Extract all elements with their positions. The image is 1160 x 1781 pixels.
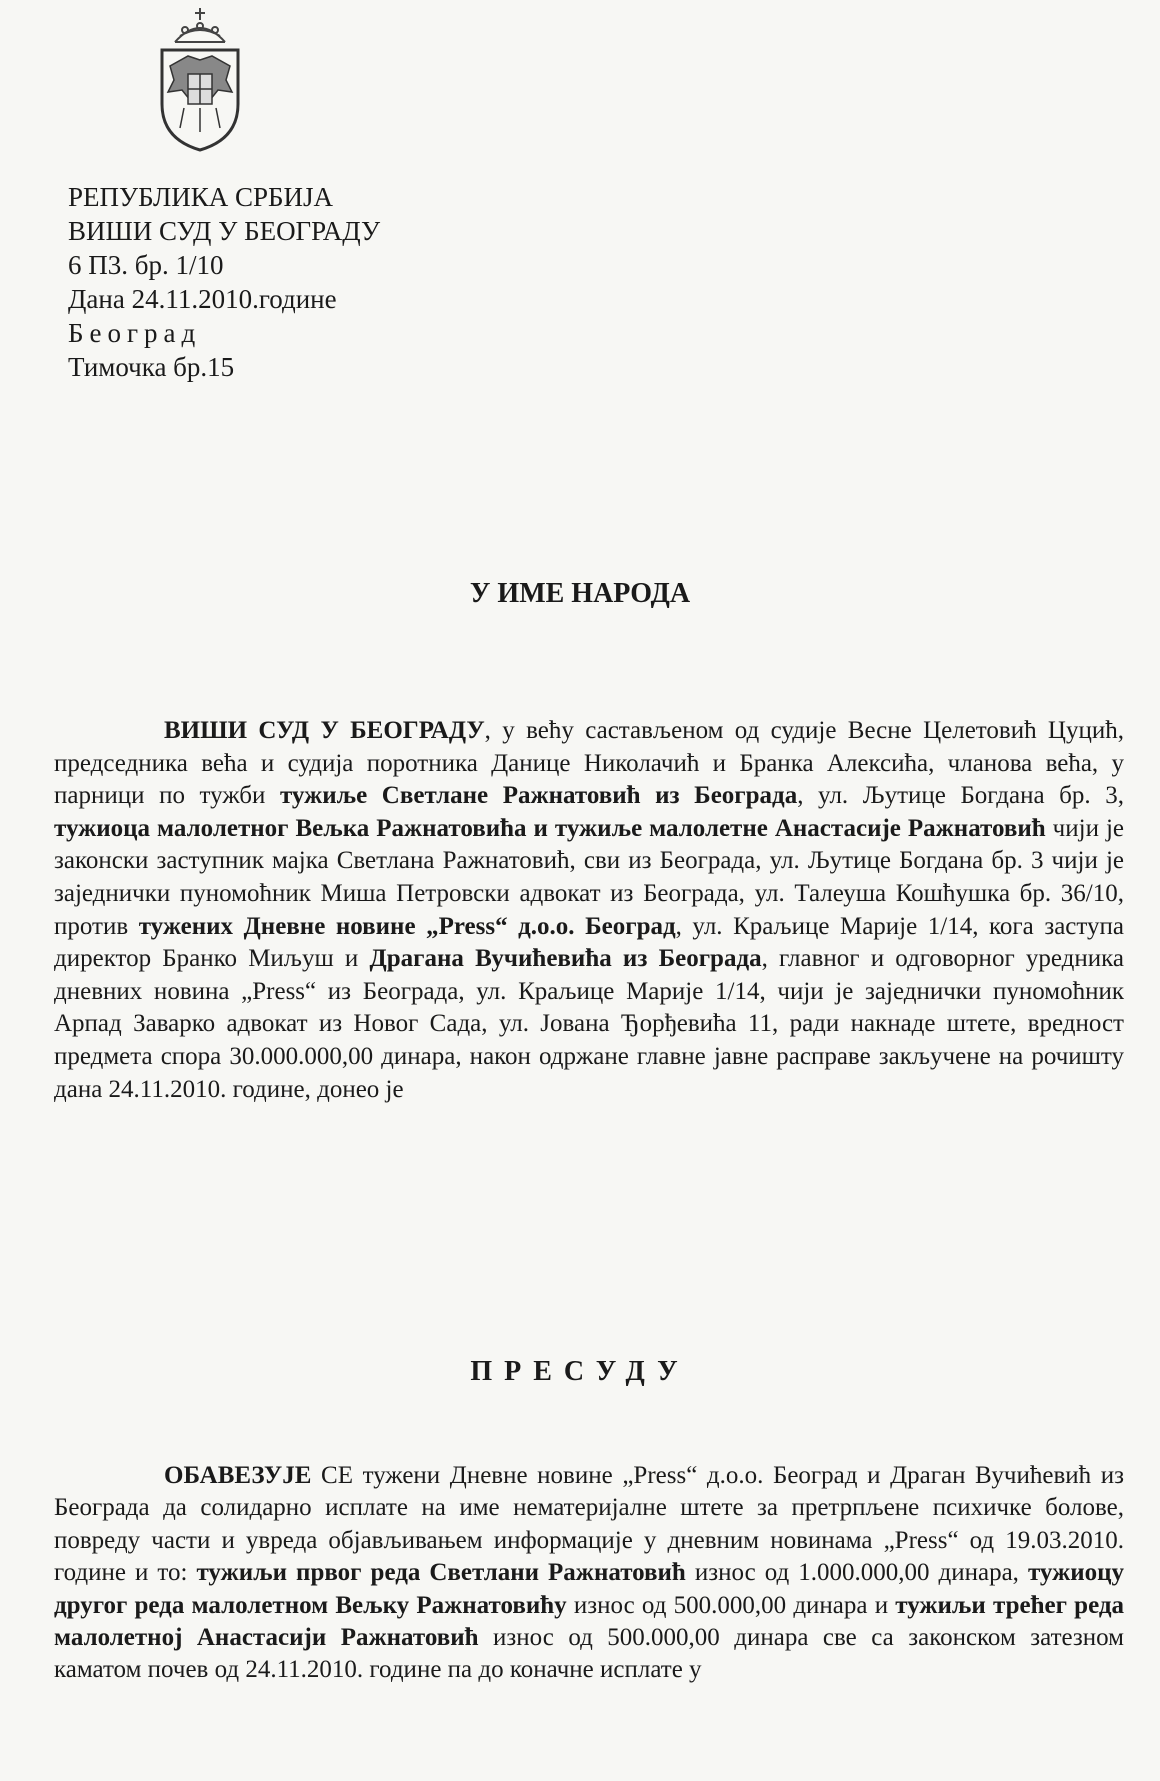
paragraph-text: чији је законски заступник мајка Светлана Ражнатовић, сви из Београда, ул. Љутице Богдана бр. 3 чији је заједнички пуномоћник Миша Петровски адвокат из Београда, ул. Талеуша Кошћушка бр. 36/10, против: [54, 814, 1124, 940]
serbian-coat-of-arms-icon: [140, 4, 260, 154]
award-plaintiff-2: тужиоцу другог реда малолетном Вељку Ражнатовићу: [54, 1559, 1125, 1619]
paragraph-text: износ од 500.000,00 динара и: [566, 1591, 896, 1619]
paragraph-ruling: [54, 1460, 1124, 1687]
court-header: [68, 180, 380, 384]
paragraph-text: , главног и одговорног уредника дневних новина „Press“ из Београда, ул. Краљице Марије 1/14, чији је заједнички пуномоћник Арпад Заварко адвокат из Новог Сада, ул. Јована Ђорђевића 11, ради накнаде штете, вредност предмета спора 30.000.000,00 динара, након одржане главне јавне расправе закључене на рочишту дана 24.11.2010. године, донео је: [54, 945, 1124, 1103]
paragraph-text: , ул. Краљице Марије 1/14, кога заступа директор Бранко Миљуш и: [54, 912, 1124, 973]
heading-in-the-name-of-the-people: У ИМЕ НАРОДА: [469, 578, 691, 609]
paragraph-text: износ од 1.000.000,00 динара,: [685, 1559, 1028, 1587]
defendant-1: тужених Дневне новине „Press“ д.о.о. Београд: [138, 912, 676, 940]
paragraph-text: СЕ тужени Дневне новине „Press“ д.о.о. Београд и Драган Вучићевић из Београда да солидарно исплате на име нематеријалне штете за претрпљене психичке болове, повреду части и увреда објављивањем информације у дневним новинама „Press“ од 19.03.2010. године и то:: [54, 1462, 1124, 1587]
heading-verdict: ПРЕСУДУ: [470, 1356, 690, 1387]
header-city: Београд: [68, 318, 202, 348]
header-court: ВИШИ СУД У БЕОГРАДУ: [68, 216, 381, 246]
plaintiff-1: тужиље Светлане Ражнатовић из Београда: [279, 782, 798, 810]
header-date: Дана 24.11.2010.године: [68, 284, 337, 314]
header-case-number: 6 П3. бр. 1/10: [68, 250, 224, 280]
award-plaintiff-3: тужиљи трећег реда малолетној Анастасији Ражнатовић: [54, 1591, 1124, 1652]
award-plaintiff-1: тужиљи првог реда Светлани Ражнатовић: [196, 1559, 686, 1587]
paragraph-text: , у већу састављеном од судије Весне Целетовић Цуцић, председника већа и судија поротника Данице Николачић и Бранка Алексића, чланова већа, у парници по тужби: [54, 717, 1124, 810]
paragraph-introduction: [54, 715, 1124, 1106]
paragraph-text: , ул. Љутице Богдана бр. 3,: [797, 782, 1124, 810]
plaintiffs-2-3: тужиоца малолетног Вељка Ражнатовића и тужиље малолетне Анастасије Ражнатовић: [54, 814, 1046, 842]
header-address: Тимочка бр.15: [68, 352, 235, 382]
ruling-keyword: ОБАВЕЗУЈЕ: [164, 1462, 312, 1489]
paragraph-text: износ од 500.000,00 динара све са законском затезном каматом почев од 24.11.2010. године па до коначне исплате у: [54, 1624, 1124, 1684]
defendant-2: Драгана Вучићевића из Београда: [369, 945, 762, 973]
header-republic: РЕПУБЛИКА СРБИЈА: [68, 182, 334, 212]
court-name: ВИШИ СУД У БЕОГРАДУ: [164, 717, 485, 744]
